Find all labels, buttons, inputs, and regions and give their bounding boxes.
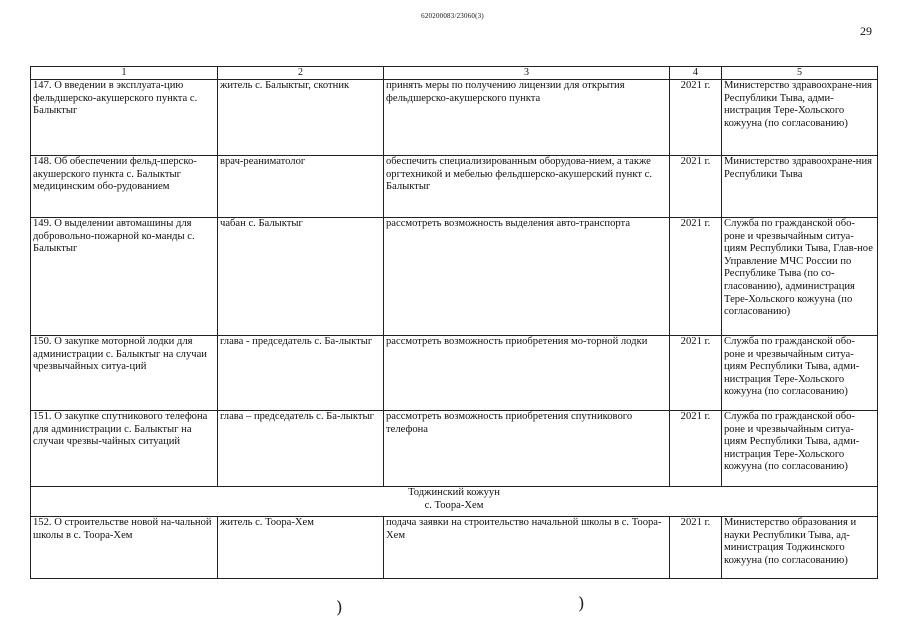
column-number-row [31, 67, 878, 80]
row-applicant: чабан с. Балыктыг [218, 218, 384, 336]
row-responsible: Служба по гражданской обо-роне и чрезвычайным ситуа-циям Республики Тыва, Глав-ное Управление МЧС России по Республике Тыва (по со-гласованию), администрация Тере-Хольского кожууна (по согласованию) [722, 218, 878, 336]
row-applicant: врач-реаниматолог [218, 156, 384, 218]
row-applicant: житель с. Балыктыг, скотник [218, 80, 384, 156]
row-year: 2021 г. [670, 336, 722, 411]
row-subject: 152. О строительстве новой на-чальной школы в с. Тоора-Хем [31, 517, 218, 579]
row-subject: 150. О закупке моторной лодки для администрации с. Балыктыг на случаи чрезвычайных ситуа-ций [31, 336, 218, 411]
row-subject: 147. О введении в эксплуата-цию фельдшерско-акушерского пункта с. Балыктыг [31, 80, 218, 156]
row-responsible: Министерство здравоохране-ния Республики Тыва [722, 156, 878, 218]
row-applicant: глава - председатель с. Ба-лыктыг [218, 336, 384, 411]
row-subject: 151. О закупке спутникового телефона для администрации с. Балыктыг на случаи чрезвы-чайных ситуаций [31, 411, 218, 487]
row-responsible: Министерство здравоохране-ния Республики Тыва, адми-нистрация Тере-Хольского кожууна (по согласованию) [722, 80, 878, 156]
table-row [31, 218, 878, 336]
row-measure: рассмотреть возможность приобретения спутникового телефона [384, 411, 670, 487]
row-responsible: Министерство образования и науки Республики Тыва, ад-министрация Тоджинского кожууна (по согласованию) [722, 517, 878, 579]
row-year: 2021 г. [670, 218, 722, 336]
row-applicant: глава – председатель с. Ба-лыктыг [218, 411, 384, 487]
row-year: 2021 г. [670, 156, 722, 218]
column-number: 3 [384, 67, 670, 80]
table-row [31, 156, 878, 218]
document-id: 620200083/23060(3) [421, 12, 484, 20]
column-number: 2 [218, 67, 384, 80]
column-number: 1 [31, 67, 218, 80]
row-measure: подача заявки на строительство начальной школы в с. Тоора-Хем [384, 517, 670, 579]
table-row [31, 411, 878, 487]
row-year: 2021 г. [670, 411, 722, 487]
row-measure: принять меры по получению лицензии для открытия фельдшерско-акушерского пункта [384, 80, 670, 156]
row-subject: 149. О выделении автомашины для добровольно-пожарной ко-манды с. Балыктыг [31, 218, 218, 336]
scan-mark: ) [578, 594, 585, 614]
table-row [31, 336, 878, 411]
row-year: 2021 г. [670, 517, 722, 579]
row-subject: 148. Об обеспечении фельд-шерско-акушерского пункта с. Балыктыг медицинским обо-рудованием [31, 156, 218, 218]
column-number: 4 [670, 67, 722, 80]
row-year: 2021 г. [670, 80, 722, 156]
page-number: 29 [860, 24, 872, 38]
region-heading [31, 487, 878, 517]
region-settlement: с. Тоора-Хем [424, 499, 484, 511]
table-row [31, 80, 878, 156]
row-measure: рассмотреть возможность приобретения мо-торной лодки [384, 336, 670, 411]
row-measure: рассмотреть возможность выделения авто-транспорта [384, 218, 670, 336]
table-row [31, 517, 878, 579]
row-responsible: Служба по гражданской обо-роне и чрезвычайным ситуа-циям Республики Тыва, адми-нистрация Тере-Хольского кожууна (по согласованию) [722, 336, 878, 411]
region-row [31, 487, 878, 517]
measures-table [30, 66, 878, 579]
scan-mark: ) [336, 598, 343, 618]
column-number: 5 [722, 67, 878, 80]
region-name: Тоджинский кожуун [408, 487, 500, 498]
row-measure: обеспечить специализированным оборудова-нием, а также оргтехникой и мебелью фельдшерско-акушерский пункт с. Балыктыг [384, 156, 670, 218]
row-applicant: житель с. Тоора-Хем [218, 517, 384, 579]
row-responsible: Служба по гражданской обо-роне и чрезвычайным ситуа-циям Республики Тыва, адми-нистрация Тере-Хольского кожууна (по согласованию) [722, 411, 878, 487]
